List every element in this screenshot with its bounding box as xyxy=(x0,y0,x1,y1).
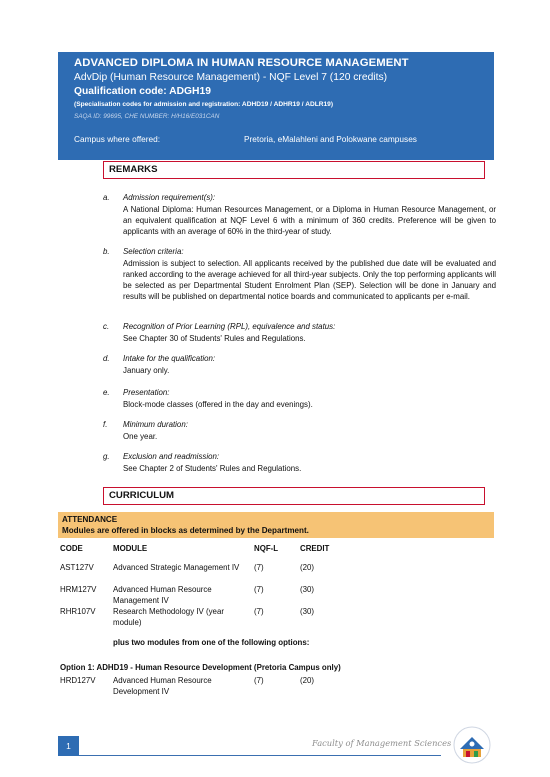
qualification-title: ADVANCED DIPLOMA IN HUMAN RESOURCE MANAGEMENT xyxy=(74,57,409,69)
remarks-section-heading xyxy=(103,161,485,179)
campus-value: Pretoria, eMalahleni and Polokwane campuses xyxy=(244,134,417,144)
module-credit: (30) xyxy=(300,585,315,594)
module-nqf: (7) xyxy=(254,563,264,572)
saqa-id: SAQA ID: 99695, CHE NUMBER: H/H16/E031CAN xyxy=(74,113,220,120)
remark-letter: c. xyxy=(103,322,110,331)
remark-heading: Admission requirement(s): xyxy=(123,193,216,202)
module-code: HRD127V xyxy=(60,676,96,685)
module-nqf: (7) xyxy=(254,585,264,594)
remark-heading: Presentation: xyxy=(123,388,170,397)
module-credit: (30) xyxy=(300,607,315,616)
remark-letter: d. xyxy=(103,354,110,363)
curriculum-section-heading xyxy=(103,487,485,505)
remark-letter: g. xyxy=(103,452,110,461)
column-header-nqf: NQF-L xyxy=(254,544,279,553)
options-intro: plus two modules from one of the following options: xyxy=(113,638,310,647)
remark-letter: b. xyxy=(103,247,110,256)
module-credit: (20) xyxy=(300,676,315,685)
qualification-header xyxy=(58,52,494,160)
option-title: Option 1: ADHD19 - Human Resource Development (Pretoria Campus only) xyxy=(60,663,341,672)
module-code: RHR107V xyxy=(60,607,96,616)
remark-body: One year. xyxy=(123,432,158,441)
remark-heading: Exclusion and readmission: xyxy=(123,452,220,461)
module-name: Advanced Human Resource Management IV xyxy=(113,585,212,605)
attendance-box xyxy=(58,512,494,538)
remark-body: See Chapter 2 of Students' Rules and Regulations. xyxy=(123,464,302,473)
column-header-credit: CREDIT xyxy=(300,544,330,553)
module-nqf: (7) xyxy=(254,607,264,616)
page-number: 1 xyxy=(58,736,79,756)
module-credit: (20) xyxy=(300,563,315,572)
module-name: Advanced Human Resource Development IV xyxy=(113,676,212,696)
remark-body: A National Diploma: Human Resources Management, or a Diploma in Human Resource Management, or an equivalent qualification at NQF Level 6 with a minimum of 360 credits. Preference will be given to applicants with an average of 60% in the third-year of study. xyxy=(123,205,496,236)
module-code: HRM127V xyxy=(60,585,97,594)
remark-body: January only. xyxy=(123,366,170,375)
faculty-name: Faculty of Management Sciences xyxy=(312,738,452,748)
column-header-code: CODE xyxy=(60,544,83,553)
remark-heading: Recognition of Prior Learning (RPL), equivalence and status: xyxy=(123,322,336,331)
module-name: Advanced Strategic Management IV xyxy=(113,563,240,572)
university-logo-icon xyxy=(452,725,492,765)
remark-heading: Intake for the qualification: xyxy=(123,354,216,363)
module-nqf: (7) xyxy=(254,676,264,685)
remark-letter: a. xyxy=(103,193,110,202)
column-header-module: MODULE xyxy=(113,544,148,553)
campus-label: Campus where offered: xyxy=(74,134,161,144)
remark-letter: e. xyxy=(103,388,110,397)
curriculum-title: CURRICULUM xyxy=(109,490,175,501)
remark-body: Admission is subject to selection. All applicants received by the published due date will be evaluated and ranked according to the average achieved for all third-year subjects. Only the top performing applicants will be selected as per Departmental Student Enrolment Plan (SEP). Selection will be done in January and results will be published on departmental notice boards and communicated to applicants per e-mail. xyxy=(123,259,496,301)
module-code: AST127V xyxy=(60,563,94,572)
qualification-subtitle: AdvDip (Human Resource Management) - NQF Level 7 (120 credits) xyxy=(74,72,388,83)
remark-body: Block-mode classes (offered in the day and evenings). xyxy=(123,400,313,409)
remark-heading: Minimum duration: xyxy=(123,420,188,429)
attendance-title: ATTENDANCE xyxy=(62,515,118,524)
remark-heading: Selection criteria: xyxy=(123,247,184,256)
footer-divider xyxy=(79,755,441,756)
remark-body: See Chapter 30 of Students' Rules and Regulations. xyxy=(123,334,306,343)
module-name: Research Methodology IV (year module) xyxy=(113,607,224,627)
remark-letter: f. xyxy=(103,420,108,429)
remarks-title: REMARKS xyxy=(109,164,158,175)
specialisation-codes: (Specialisation codes for admission and registration: ADHD19 / ADHR19 / ADLR19) xyxy=(74,101,334,108)
qualification-code: Qualification code: ADGH19 xyxy=(74,86,211,97)
attendance-text: Modules are offered in blocks as determined by the Department. xyxy=(62,526,309,535)
